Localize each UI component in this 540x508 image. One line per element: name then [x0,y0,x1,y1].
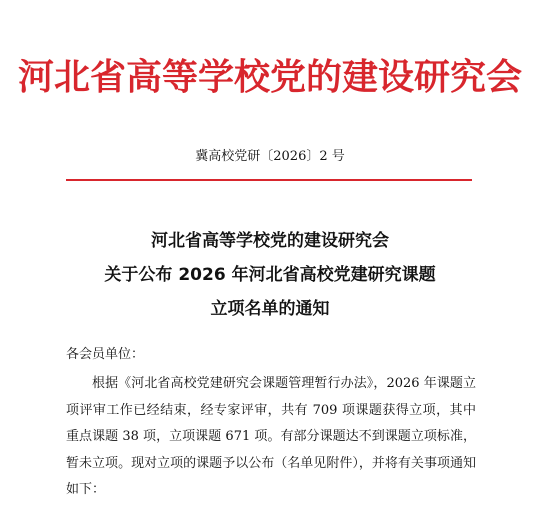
notice-title [0,224,540,326]
notice-title-line-2: 关于公布 2026 年河北省高校党建研究课题 [104,265,436,285]
notice-title-line-3: 立项名单的通知 [210,299,330,319]
salutation: 各会员单位： [66,347,145,362]
body-paragraph: 根据《河北省高校党建研究会课题管理暂行办法》，2026 年课题立项评审工作已经结束，经专家评审，共有 709 项课题获得立项，其中重点课题 38 项，立项课题 671 项。有部分课题达不到课题立项标准，暂未立项。现对立项的课题予以公布（名单见附件），并将有关事项通知如下： [66,376,476,497]
header-divider [66,179,472,181]
document-number: 冀高校党研〔2026〕2 号 [195,149,345,164]
notice-title-line-1: 河北省高等学校党的建设研究会 [151,231,389,251]
organization-title: 河北省高等学校党的建设研究会 [17,57,522,98]
